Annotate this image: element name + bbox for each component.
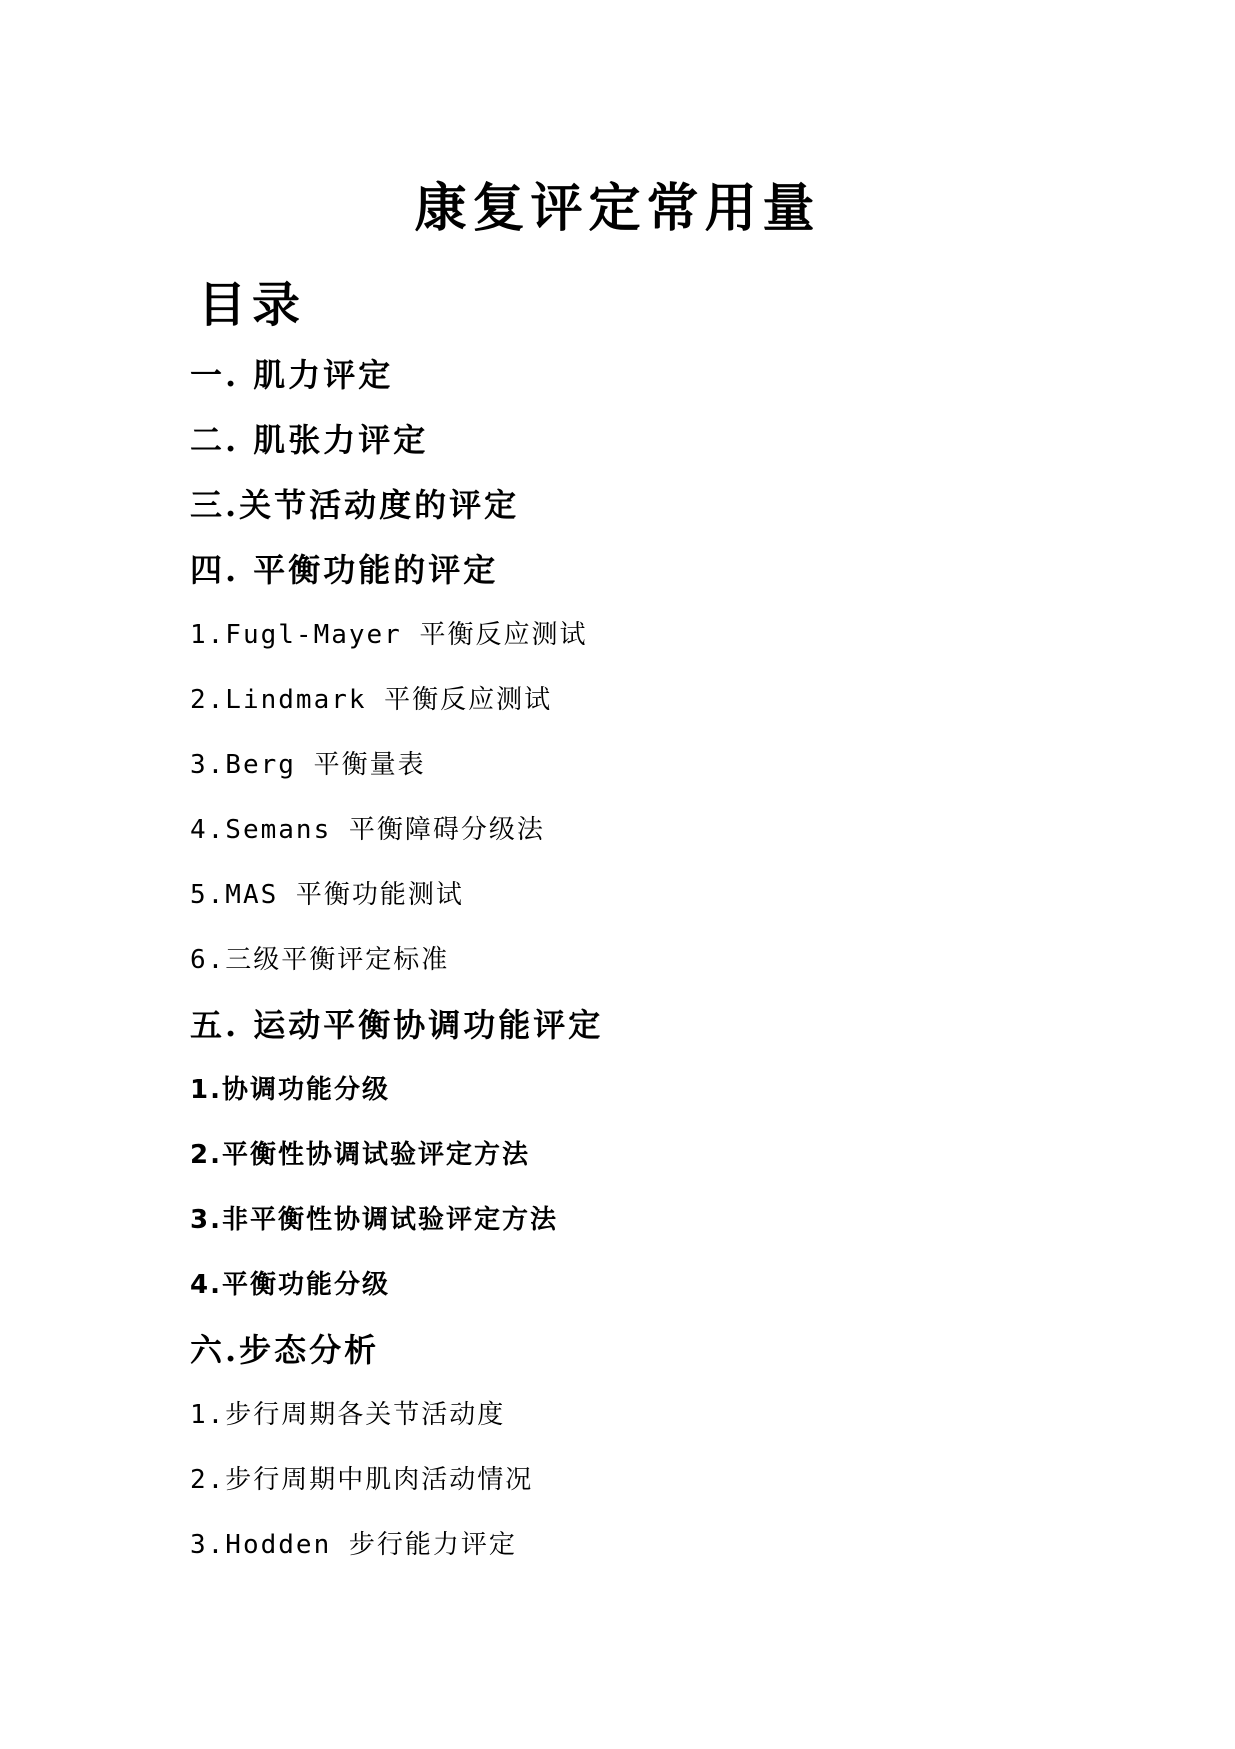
- toc-item-coordination-grade[interactable]: 1.协调功能分级: [190, 1075, 390, 1105]
- toc-section-tone[interactable]: 二. 肌张力评定: [190, 421, 429, 459]
- toc-item-berg[interactable]: 3.Berg 平衡量表: [190, 750, 426, 780]
- toc-section-coordination[interactable]: 五. 运动平衡协调功能评定: [190, 1006, 604, 1044]
- table-of-contents: [190, 355, 1090, 1590]
- toc-item-hodden[interactable]: 3.Hodden 步行能力评定: [190, 1530, 517, 1560]
- toc-item-balance-grade[interactable]: 4.平衡功能分级: [190, 1270, 390, 1300]
- toc-item-semans[interactable]: 4.Semans 平衡障碍分级法: [190, 815, 545, 845]
- toc-heading: 目录: [198, 277, 307, 333]
- toc-section-strength[interactable]: 一. 肌力评定: [190, 356, 394, 394]
- toc-item-balance-coordination[interactable]: 2.平衡性协调试验评定方法: [190, 1140, 530, 1170]
- toc-section-gait[interactable]: 六.步态分析: [190, 1331, 380, 1369]
- toc-section-balance[interactable]: 四. 平衡功能的评定: [190, 551, 499, 589]
- toc-item-lindmark[interactable]: 2.Lindmark 平衡反应测试: [190, 685, 553, 715]
- toc-item-mas[interactable]: 5.MAS 平衡功能测试: [190, 880, 464, 910]
- toc-item-non-balance-coordination[interactable]: 3.非平衡性协调试验评定方法: [190, 1205, 558, 1235]
- toc-item-three-level[interactable]: 6.三级平衡评定标准: [190, 945, 450, 975]
- toc-section-rom[interactable]: 三.关节活动度的评定: [190, 486, 520, 524]
- document-title: 康复评定常用量: [414, 178, 821, 239]
- toc-item-gait-rom[interactable]: 1.步行周期各关节活动度: [190, 1400, 506, 1430]
- toc-item-gait-muscle[interactable]: 2.步行周期中肌肉活动情况: [190, 1465, 534, 1495]
- toc-item-fugl-mayer[interactable]: 1.Fugl-Mayer 平衡反应测试: [190, 620, 588, 650]
